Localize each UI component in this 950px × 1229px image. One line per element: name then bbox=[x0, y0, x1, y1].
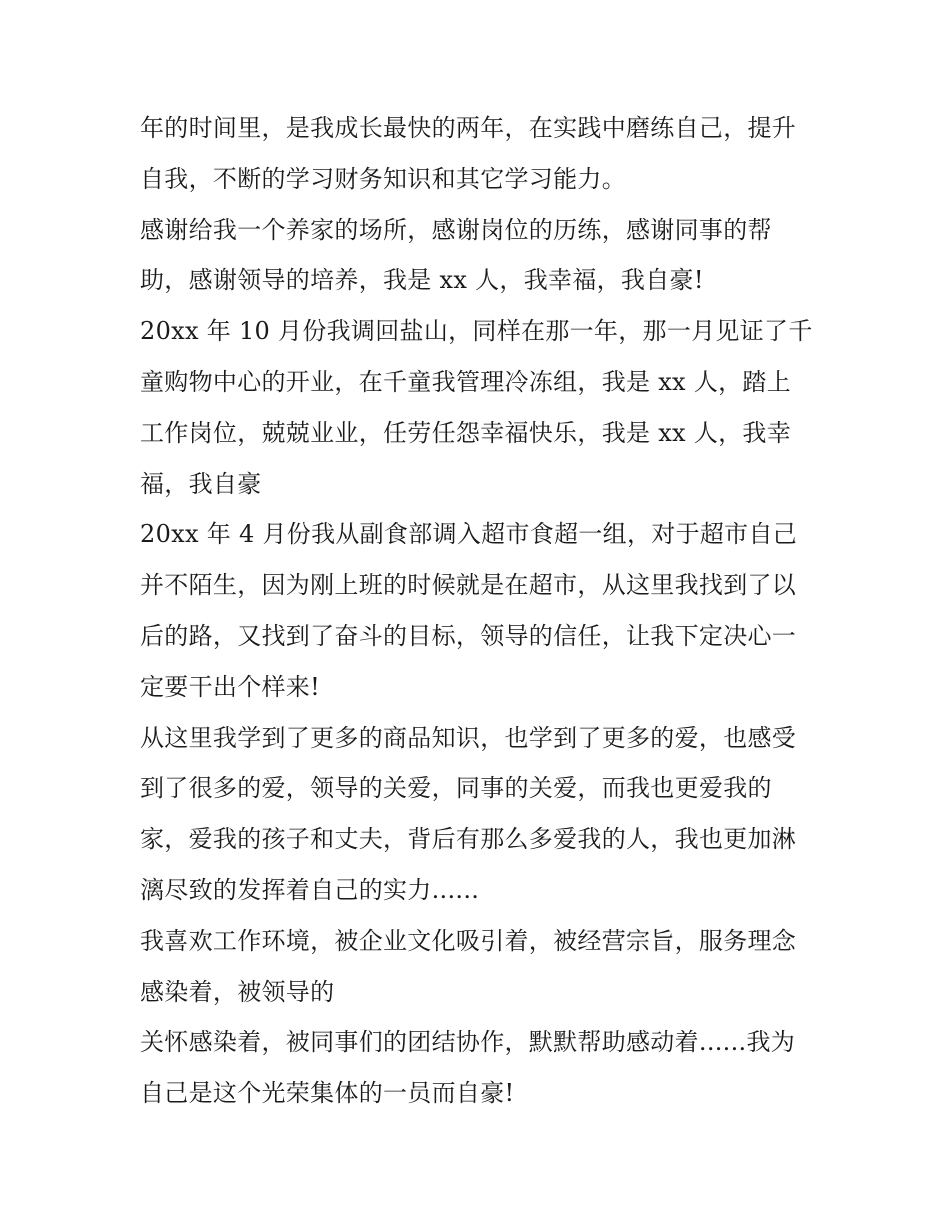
text-line: 定要干出个样来! bbox=[140, 672, 321, 701]
text-line: 家，爱我的孩子和丈夫，背后有那么多爱我的人，我也更加淋 bbox=[140, 825, 797, 854]
text-line: 我喜欢工作环境，被企业文化吸引着，被经营宗旨，服务理念 bbox=[140, 926, 797, 955]
text-line: 到了很多的爱，领导的关爱，同事的关爱，而我也更爱我的 bbox=[140, 774, 772, 803]
text-line: 20xx 年 4 月份我从副食部调入超市食超一组，对于超市自己 bbox=[140, 520, 798, 549]
text-line: 并不陌生，因为刚上班的时候就是在超市，从这里我找到了以 bbox=[140, 571, 797, 600]
text-line: 感染着，被领导的 bbox=[140, 977, 335, 1006]
text-line: 自我，不断的学习财务知识和其它学习能力。 bbox=[140, 164, 626, 193]
text-line: 助，感谢领导的培养，我是 xx 人，我幸福，我自豪! bbox=[140, 266, 704, 295]
text-line: 童购物中心的开业，在千童我管理冷冻组，我是 xx 人，踏上 bbox=[140, 367, 792, 396]
text-line: 漓尽致的发挥着自己的实力...... bbox=[140, 875, 480, 904]
text-line: 后的路，又找到了奋斗的目标，领导的信任，让我下定决心一 bbox=[140, 621, 797, 650]
text-line: 福，我自豪 bbox=[140, 469, 262, 498]
text-line: 自己是这个光荣集体的一员而自豪! bbox=[140, 1079, 515, 1108]
document-body bbox=[140, 103, 830, 1119]
text-line: 关怀感染着，被同事们的团结协作，默默帮助感动着......我为 bbox=[140, 1028, 796, 1057]
text-line: 感谢给我一个养家的场所，感谢岗位的历练，感谢同事的帮 bbox=[140, 215, 772, 244]
text-line: 年的时间里，是我成长最快的两年，在实践中磨练自己，提升 bbox=[140, 114, 797, 142]
text-line: 20xx 年 10 月份我调回盐山，同样在那一年，那一月见证了千 bbox=[140, 317, 813, 346]
text-line: 从这里我学到了更多的商品知识，也学到了更多的爱，也感受 bbox=[140, 723, 797, 752]
text-line: 工作岗位，兢兢业业，任劳任怨幸福快乐，我是 xx 人，我幸 bbox=[140, 418, 792, 447]
